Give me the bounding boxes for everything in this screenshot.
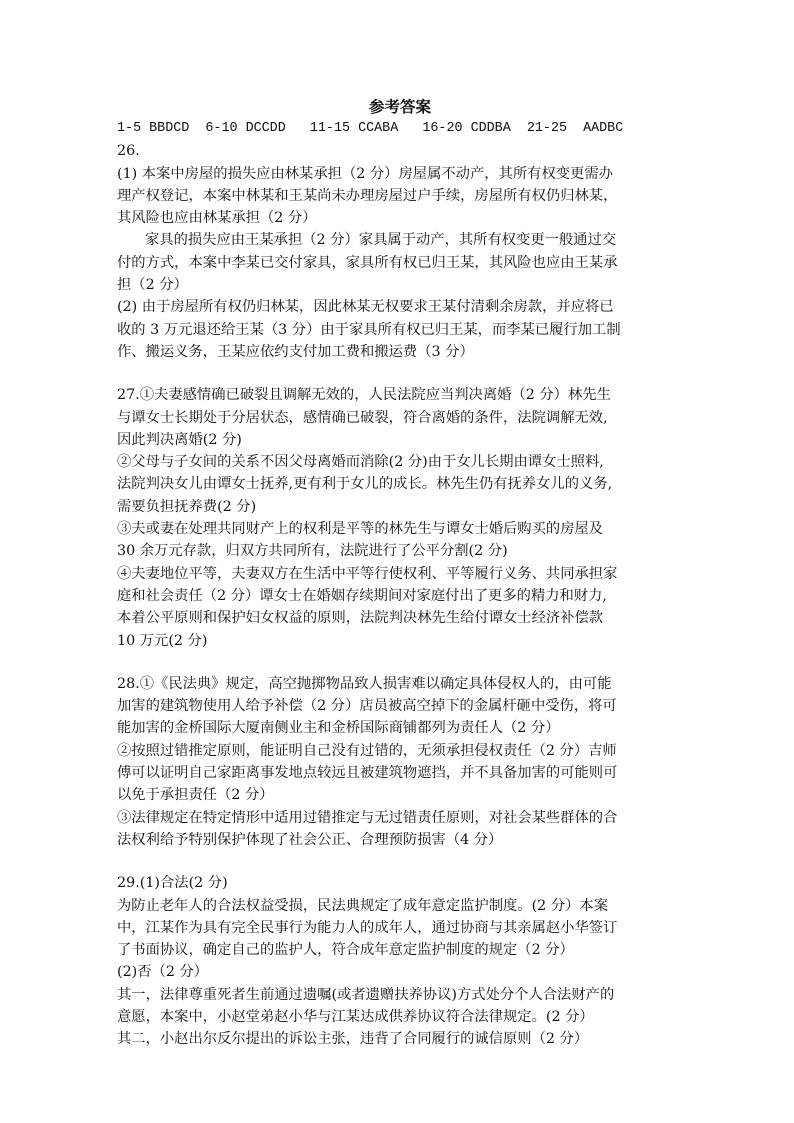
answer-line: 为防止老年人的合法权益受损，民法典规定了成年意定监护制度。(2 分）本案 xyxy=(117,897,609,914)
answer-line: 10 万元(2 分) xyxy=(117,632,208,649)
answer-line: 担（2 分） xyxy=(117,277,188,294)
answer-line: 能加害的金桥国际大厦南侧业主和金桥国际商铺都列为责任人（2 分） xyxy=(117,720,560,737)
answer-line: 作、搬运义务，王某应依约支付加工费和搬运费（3 分） xyxy=(117,343,474,360)
answer-line: ②父母与子女间的关系不因父母离婚而消除(2 分)由于女儿长期由谭女士照料, xyxy=(117,454,604,471)
answer-line: 因此判决离婚(2 分) xyxy=(117,431,242,448)
answer-line: 30 余万元存款，归双方共同所有，法院进行了公平分割(2 分) xyxy=(117,543,508,560)
answer-line: 傅可以证明自己家距离事发地点较远且被建筑物遮挡，并不具备加害的可能则可 xyxy=(117,765,618,782)
question-number: 26. xyxy=(117,143,140,160)
section-gap xyxy=(117,851,683,872)
answer-line: 意愿，本案中，小赵堂弟赵小华与江某达成供养协议符合法律规定。(2 分） xyxy=(117,1008,594,1025)
answer-line: ②按照过错推定原则，能证明自己没有过错的，无须承担侵权责任（2 分）吉师 xyxy=(117,742,617,759)
answer-line: 收的 3 万元退还给王某（3 分）由于家具所有权已归王某，而李某已履行加工制 xyxy=(117,321,621,338)
answer-line: 庭和社会责任（2 分）谭女士在婚姻存续期间对家庭付出了更多的精力和财力, xyxy=(117,587,607,604)
answer-line: 法权利给予特别保护体现了社会公正、合理预防损害（4 分） xyxy=(117,831,503,848)
answer-line: 本着公平原则和保护妇女权益的原则，法院判决林先生给付谭女士经济补偿款 xyxy=(117,610,604,627)
answer-line: 其风险也应由林某承担（2 分） xyxy=(117,210,317,227)
answer-line: 家具的损失应由王某承担（2 分）家具属于动产，其所有权变更一般通过交 xyxy=(145,232,617,249)
answer-line: 理产权登记，本案中林某和王某尚未办理房屋过户手续，房屋所有权仍归林某， xyxy=(117,187,618,204)
question-28 xyxy=(117,673,683,851)
answer-document xyxy=(117,96,683,1051)
answer-line: 28.①《民法典》规定，高空抛掷物品致人损害难以确定具体侵权人的，由可能 xyxy=(117,675,612,692)
answer-line: 法院判决女儿由谭女士抚养,更有利于女儿的成长。林先生仍有抚养女儿的义务, xyxy=(117,476,613,493)
answer-line: ③法律规定在特定情形中适用过错推定与无过错责任原则，对社会某些群体的合 xyxy=(117,809,618,826)
answer-line: 其一，法律尊重死者生前通过遗嘱(或者遗赠扶养协议)方式处分个人合法财产的 xyxy=(117,986,615,1003)
answer-line: ③夫或妻在处理共同财产上的权利是平等的林先生与谭女士婚后购买的房屋及 xyxy=(117,521,604,538)
answer-line: 其二，小赵出尔反尔提出的诉讼主张，违背了合同履行的诚信原则（2 分） xyxy=(117,1031,589,1048)
section-gap xyxy=(117,652,683,673)
question-29 xyxy=(117,872,683,1050)
answer-line: 需要负担抚养费(2 分) xyxy=(117,498,257,515)
answer-line: 以免于承担责任（2 分） xyxy=(117,787,274,804)
answer-line: 付的方式，本案中李某已交付家具，家具所有权已归王某，其风险也应由王某承 xyxy=(117,254,618,271)
answer-line: 加害的建筑物使用人给予补偿（2 分）店员被高空掉下的金属杆砸中受伤，将可 xyxy=(117,698,617,715)
answer-line: ④夫妻地位平等，夫妻双方在生活中平等行使权利、平等履行义务、共同承担家 xyxy=(117,565,618,582)
multiple-choice-answers: 1-5 BBDCD 6-10 DCCDD 11-15 CCABA 16-20 CDDBA 21-25 AADBC xyxy=(117,121,624,136)
answer-line: (1) 本案中房屋的损失应由林某承担（2 分）房屋属不动产，其所有权变更需办 xyxy=(117,165,613,182)
answer-line: 了书面协议，确定自己的监护人，符合成年意定监护制度的规定（2 分） xyxy=(117,942,574,959)
answer-line: 29.(1)合法(2 分) xyxy=(117,875,228,892)
answer-line: 中，江某作为具有完全民事行为能力人的成年人，通过协商与其亲属赵小华签订 xyxy=(117,919,618,936)
answer-line: (2) 由于房屋所有权仍归林某，因此林某无权要求王某付清剩余房款，并应将已 xyxy=(117,299,614,316)
question-27 xyxy=(117,384,683,652)
answer-line: (2)否（2 分） xyxy=(117,964,209,981)
question-26 xyxy=(117,140,683,363)
page-title: 参考答案 xyxy=(368,98,431,116)
answer-line: 与谭女士长期处于分居状态，感情确已破裂，符合离婚的条件，法院调解无效, xyxy=(117,409,608,426)
answer-line: 27.①夫妻感情确已破裂且调解无效的，人民法院应当判决离婚（2 分）林先生 xyxy=(117,387,611,404)
section-gap xyxy=(117,363,683,384)
